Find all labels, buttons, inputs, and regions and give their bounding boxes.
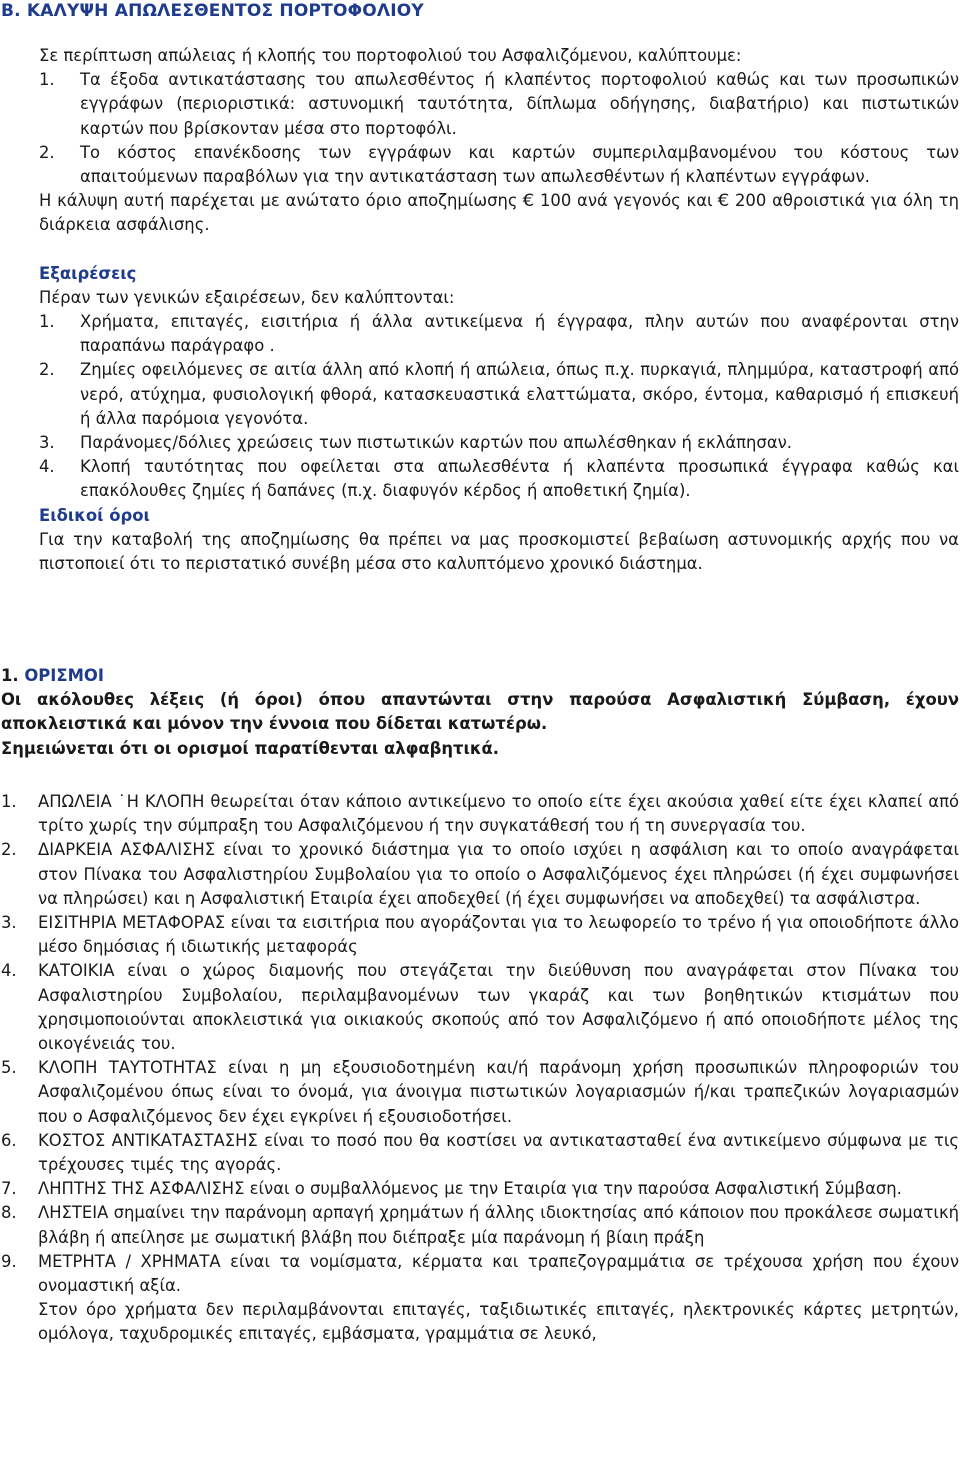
euro-symbol: € — [717, 191, 730, 212]
definition-continuation: Στον όρο χρήματα δεν περιλαμβάνονται επιταγές, ταξιδιωτικές επιταγές, ηλεκτρονικές κάρτες μετρητών, ομόλογα, ταχυδρομικές επιταγές, εμβάσματα, γραμμάτια σε λευκό, — [38, 1300, 959, 1344]
exclusions-intro: Πέραν των γενικών εξαιρέσεων, δεν καλύπτονται: — [39, 287, 455, 307]
coverage-item-1 — [39, 68, 959, 141]
definition-item — [1, 1250, 959, 1298]
definition-number: 9. — [1, 1251, 17, 1271]
definition-number: 4. — [1, 961, 17, 981]
exclusion-item-4 — [39, 455, 959, 503]
exclusion-item-text: Ζημίες οφειλόμενες σε αιτία άλλη από κλοπή ή απώλεια, όπως π.χ. πυρκαγιά, πλημμύρα, καταστροφή από νερό, ατύχημα, φυσιολογική φθορά, κατασκευαστικά ελαττώματα, σκόρο, έντομα, καθαρισμό ή επισκευή ή άλλα παρόμοια γεγονότα. — [80, 360, 959, 428]
exclusion-item-number: 2. — [39, 360, 55, 380]
limit-text-1: Η κάλυψη αυτή παρέχεται με ανώτατο όριο αποζημίωσης — [39, 191, 524, 211]
exclusion-item-number: 3. — [39, 433, 55, 453]
definition-text: ΚΛΟΠΗ ΤΑΥΤΟΤΗΤΑΣ είναι η μη εξουσιοδοτημένη και/ή παράνομη χρήση προσωπικών πληροφοριών του Ασφαλιζομένου όπως είναι το όνομά, για άνοιγμα πιστωτικών λογαριασμών ή/και τραπεζικών λογαριασμών που ο Ασφαλιζόμενος δεν έχει εγκρίνει ή εξουσιοδοτήσει. — [38, 1058, 959, 1126]
coverage-item-text: Το κόστος επανέκδοσης των εγγράφων και καρτών συμπεριλαμβανομένου του κόστους των απαιτούμενων παραβόλων για την αντικατάσταση των απωλεσθέντων ή κλαπέντων εγγράφων. — [80, 142, 959, 187]
definition-text: ΜΕΤΡΗΤΑ / ΧΡΗΜΑΤΑ είναι τα νομίσματα, κέρματα και τραπεζογραμμάτια σε τρέχουσα χρήση που έχουν ονομαστική αξία. — [38, 1251, 959, 1296]
definitions-heading — [1, 664, 959, 688]
exclusion-item-text: Χρήματα, επιταγές, εισιτήρια ή άλλα αντικείμενα ή έγγραφα, πλην αυτών που αναφέρονται στην παραπάνω παράγραφο . — [80, 312, 959, 356]
coverage-item-2 — [39, 141, 959, 189]
exclusion-item-2 — [39, 358, 959, 431]
definition-text: ΕΙΣΙΤΗΡΙΑ ΜΕΤΑΦΟΡΑΣ είναι τα εισιτήρια που αγοράζονται για το λεωφορείο το τρένο ή για οποιοδήποτε άλλο μέσο δημόσιας ή ιδιωτικής μεταφοράς — [38, 913, 959, 957]
definitions-intro: Οι ακόλουθες λέξεις (ή όροι) όπου απαντώνται στην παρούσα Ασφαλιστική Σύμβαση, έχουν αποκλειστικά και μόνον την έννοια που δίδεται κατωτέρω. — [1, 690, 959, 734]
exclusion-item-1 — [39, 310, 959, 358]
exclusion-item-text: Κλοπή ταυτότητας που οφείλεται στα απωλεσθέντα ή κλαπέντα προσωπικά έγγραφα καθώς και επακόλουθες ζημίες ή δαπάνες (π.χ. διαφυγόν κέρδος ή αποθετική ζημία). — [80, 457, 959, 501]
exclusion-item-number: 1. — [39, 312, 55, 332]
limit-text-3: 200 αθροιστικά για όλη τη διάρκεια ασφάλισης. — [39, 191, 960, 235]
definition-text: ΚΟΣΤΟΣ ΑΝΤΙΚΑΤΑΣΤΑΣΗΣ είναι το ποσό που θα κοστίσει να αντικατασταθεί ένα αντικείμενο σύμφωνα με τις τρέχουσες τιμές της αγοράς. — [38, 1130, 959, 1175]
coverage-item-text: Τα έξοδα αντικατάστασης του απωλεσθέντος ή κλαπέντος πορτοφολιού καθώς και των προσωπικών εγγράφων (περιοριστικά: αστυνομική ταυτότητα, δίπλωμα οδήγησης, διαβατήριο) και πιστωτικών καρτών που βρίσκονταν μέσα στο πορτοφόλι. — [80, 70, 959, 138]
definition-text: ΚΑΤΟΙΚΙΑ είναι ο χώρος διαμονής που στεγάζεται την διεύθυνση που αναγράφεται στον Πίνακα του Ασφαλιστηρίου Συμβολαίου, περιλαμβανομένων των γκαράζ και των βοηθητικών κτισμάτων που χρησιμοποιούνται αποκλειστικά για οικιακούς σκοπούς από τον Ασφαλιζόμενο ή από οποιοδήποτε μέλος της οικογένειάς του. — [38, 961, 959, 1054]
definitions-section — [1, 664, 959, 761]
special-terms-heading: Ειδικοί όροι — [39, 505, 150, 525]
definition-item — [1, 1177, 959, 1201]
definition-number: 7. — [1, 1179, 17, 1199]
definition-item — [1, 790, 959, 838]
exclusions-heading: Εξαιρέσεις — [39, 263, 137, 283]
definition-text: ΛΗΠΤΗΣ ΤΗΣ ΑΣΦΑΛΙΣΗΣ είναι ο συμβαλλόμενος με την Εταιρία για την παρούσα Ασφαλιστική Σύμβαση. — [38, 1179, 902, 1199]
definition-number: 1. — [1, 792, 17, 811]
definition-number: 6. — [1, 1130, 17, 1150]
definition-item — [1, 911, 959, 959]
coverage-item-number: 1. — [39, 70, 55, 90]
definitions-heading-number: 1. — [1, 666, 25, 685]
definition-item — [1, 1056, 959, 1129]
definition-number: 2. — [1, 840, 17, 860]
definition-number: 8. — [1, 1203, 17, 1223]
definition-item — [1, 959, 959, 1056]
definitions-list — [1, 790, 959, 1347]
limit-text-2: 100 ανά γεγονός και — [534, 191, 719, 211]
exclusion-item-text: Παράνομες/δόλιες χρεώσεις των πιστωτικών καρτών που απωλέσθηκαν ή εκλάπησαν. — [80, 433, 792, 453]
definitions-note: Σημειώνεται ότι οι ορισμοί παρατίθενται αλφαβητικά. — [1, 738, 500, 758]
coverage-section — [39, 44, 959, 576]
definition-number: 3. — [1, 913, 17, 933]
definition-text: ΛΗΣΤΕΙΑ σημαίνει την παράνομη αρπαγή χρημάτων ή άλλης ιδιοκτησίας από κάποιον που προκάλεσε σωματική βλάβη ή απείλησε με σωματική βλάβη που διέπραξε μία παράνομη ή βίαιη πράξη — [38, 1203, 959, 1247]
definition-text: ΔΙΑΡΚΕΙΑ ΑΣΦΑΛΙΣΗΣ είναι το χρονικό διάστημα για το οποίο ισχύει η ασφάλιση και το οποίο αναγράφεται στον Πίνακα του Ασφαλιστηρίου Συμβολαίου για το οποίο ο Ασφαλιζόμενος έχει πληρώσει (ή έχει συμφωνήσει να πληρώσει) και η Ασφαλιστική Εταιρία έχει αποδεχθεί (ή έχει συμφωνήσει να αποδεχθεί) τα ασφάλιστρα. — [38, 840, 959, 908]
special-terms-text: Για την καταβολή της αποζημίωσης θα πρέπει να μας προσκομιστεί βεβαίωση αστυνομικής αρχής που να πιστοποιεί ότι το περιστατικό συνέβη μέσα στο καλυπτόμενο χρονικό διάστημα. — [39, 529, 959, 574]
definition-number: 5. — [1, 1058, 17, 1078]
definitions-heading-title: ΟΡΙΣΜΟΙ — [24, 666, 104, 685]
coverage-intro: Σε περίπτωση απώλειας ή κλοπής του πορτοφολιού του Ασφαλιζόμενου, καλύπτουμε: — [39, 46, 742, 65]
coverage-item-number: 2. — [39, 142, 55, 162]
exclusion-item-number: 4. — [39, 457, 55, 477]
exclusion-item-3 — [39, 431, 959, 455]
definition-item — [1, 838, 959, 911]
euro-symbol: € — [522, 191, 535, 212]
coverage-limit — [39, 189, 959, 237]
definition-item — [1, 1201, 959, 1249]
definition-text: ΑΠΩΛΕΙΑ ˙Η ΚΛΟΠΗ θεωρείται όταν κάποιο αντικείμενο το οποίο είτε έχει ακούσια χαθεί είτε έχει κλαπεί από τρίτο χωρίς την σύμπραξη του Ασφαλιζόμενου ή την συγκατάθεσή του ή τη συνεργασία του. — [38, 792, 959, 836]
definition-item — [1, 1129, 959, 1177]
section-title: Β. ΚΑΛΥΨΗ ΑΠΩΛΕΣΘΕΝΤΟΣ ΠΟΡΤΟΦΟΛΙΟΥ — [1, 1, 424, 21]
